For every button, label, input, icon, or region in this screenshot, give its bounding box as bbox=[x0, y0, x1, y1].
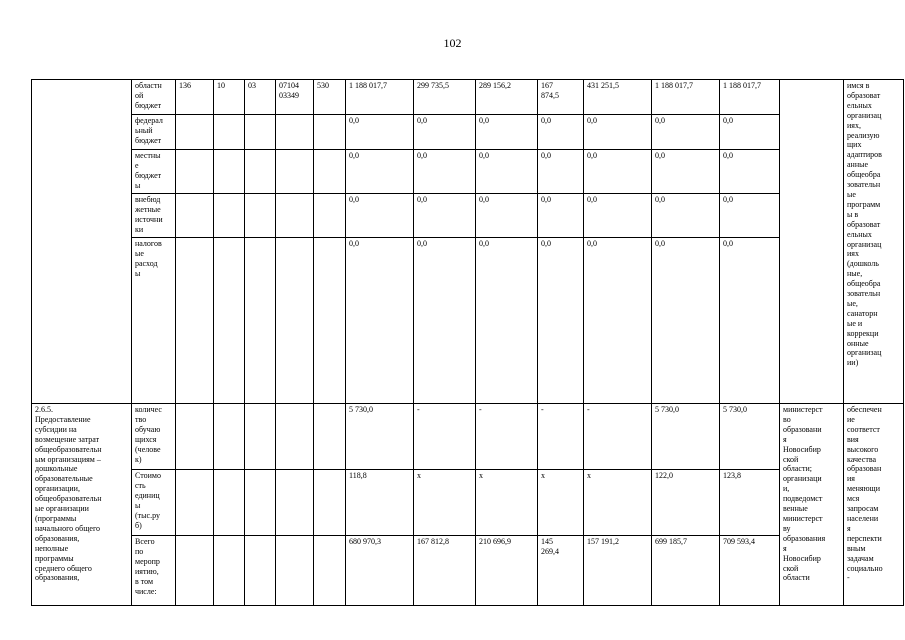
code-cell bbox=[245, 404, 276, 470]
value-cell: - bbox=[584, 404, 652, 470]
code-cell: 136 bbox=[176, 80, 214, 115]
code-cell bbox=[276, 536, 314, 606]
code-cell bbox=[176, 536, 214, 606]
code-cell bbox=[214, 536, 245, 606]
code-cell bbox=[314, 194, 346, 238]
value-cell: 699 185,7 bbox=[652, 536, 720, 606]
code-cell bbox=[245, 238, 276, 404]
code-cell bbox=[214, 150, 245, 194]
code-cell bbox=[214, 115, 245, 150]
funding-source-cell: федерал ьный бюджет bbox=[132, 115, 176, 150]
value-cell: 0,0 bbox=[346, 150, 414, 194]
table-row bbox=[32, 238, 904, 404]
funding-source-cell: налогов ые расход ы bbox=[132, 238, 176, 404]
code-cell bbox=[245, 194, 276, 238]
table-row bbox=[32, 80, 904, 115]
value-cell: 0,0 bbox=[652, 115, 720, 150]
value-cell: 167 812,8 bbox=[414, 536, 476, 606]
executor-cell: министерст во образовани я Новосибир ской области; организаци и, подведомст венные министерст ву образования я Новосибир ской области bbox=[780, 404, 844, 606]
expected-result-cell: обеспечен ие соответст вия высокого качества образован ия меняющи мся запросам населени я перспекти вным задачам социально - bbox=[844, 404, 904, 606]
code-cell bbox=[214, 404, 245, 470]
table-row bbox=[32, 150, 904, 194]
value-cell: 299 735,5 bbox=[414, 80, 476, 115]
code-cell: 10 bbox=[214, 80, 245, 115]
code-cell bbox=[276, 194, 314, 238]
value-cell: 157 191,2 bbox=[584, 536, 652, 606]
value-cell: 0,0 bbox=[538, 150, 584, 194]
code-cell bbox=[176, 115, 214, 150]
code-cell bbox=[176, 150, 214, 194]
value-cell: 0,0 bbox=[584, 238, 652, 404]
value-cell: 0,0 bbox=[414, 238, 476, 404]
value-cell: 0,0 bbox=[584, 150, 652, 194]
value-cell: 5 730,0 bbox=[720, 404, 780, 470]
table-row bbox=[32, 470, 904, 536]
value-cell: 431 251,5 bbox=[584, 80, 652, 115]
code-cell bbox=[214, 238, 245, 404]
value-cell: 123,8 bbox=[720, 470, 780, 536]
value-cell: x bbox=[584, 470, 652, 536]
value-cell: 0,0 bbox=[538, 238, 584, 404]
value-cell: - bbox=[476, 404, 538, 470]
block-one-result-cell: имся в образоват ельных организац иях, реализую щих адаптиров анные общеобра зовательн ые программ ы в образоват ельных организац иях (дошколь ные, общеобра зовательн ые, санаторн ые и коррекци онные организац ии) bbox=[844, 80, 904, 404]
funding-source-cell: Стоимо сть единиц ы (тыс.ру б) bbox=[132, 470, 176, 536]
value-cell: 0,0 bbox=[414, 194, 476, 238]
value-cell: 709 593,4 bbox=[720, 536, 780, 606]
value-cell: 0,0 bbox=[476, 238, 538, 404]
value-cell: 5 730,0 bbox=[652, 404, 720, 470]
code-cell: 03 bbox=[245, 80, 276, 115]
value-cell: 0,0 bbox=[652, 238, 720, 404]
value-cell: 0,0 bbox=[414, 115, 476, 150]
value-cell: 0,0 bbox=[720, 150, 780, 194]
event-name-cell: 2.6.5. Предоставление субсидии на возмещение затрат общеобразовательн ым организациям – дошкольные образовательные организации, общеобразовательн ые организации (программы начального общего образования, неполные программы среднего общего образования, bbox=[32, 404, 132, 606]
value-cell: - bbox=[538, 404, 584, 470]
value-cell: 0,0 bbox=[476, 115, 538, 150]
value-cell: 118,8 bbox=[346, 470, 414, 536]
value-cell: 0,0 bbox=[346, 194, 414, 238]
value-cell: 0,0 bbox=[476, 150, 538, 194]
code-cell bbox=[214, 470, 245, 536]
value-cell: 0,0 bbox=[538, 194, 584, 238]
page-number: 102 bbox=[443, 36, 462, 50]
funding-source-cell: количес тво обучаю щихся (челове к) bbox=[132, 404, 176, 470]
document-table bbox=[31, 79, 904, 606]
code-cell bbox=[314, 404, 346, 470]
code-cell bbox=[314, 150, 346, 194]
value-cell: 1 188 017,7 bbox=[346, 80, 414, 115]
block-one-name-cell bbox=[32, 80, 132, 404]
funding-source-cell: Всего по меропр иятию, в том числе: bbox=[132, 536, 176, 606]
value-cell: 5 730,0 bbox=[346, 404, 414, 470]
value-cell: 0,0 bbox=[584, 115, 652, 150]
code-cell bbox=[176, 238, 214, 404]
code-cell bbox=[245, 150, 276, 194]
code-cell bbox=[245, 536, 276, 606]
code-cell bbox=[176, 194, 214, 238]
code-cell bbox=[314, 470, 346, 536]
value-cell: 167 874,5 bbox=[538, 80, 584, 115]
code-cell: 07104 03349 bbox=[276, 80, 314, 115]
code-cell bbox=[176, 470, 214, 536]
value-cell: 0,0 bbox=[652, 150, 720, 194]
value-cell: 680 970,3 bbox=[346, 536, 414, 606]
value-cell: 0,0 bbox=[414, 150, 476, 194]
value-cell: 1 188 017,7 bbox=[652, 80, 720, 115]
value-cell: x bbox=[414, 470, 476, 536]
value-cell: 1 188 017,7 bbox=[720, 80, 780, 115]
value-cell: 0,0 bbox=[476, 194, 538, 238]
value-cell: 0,0 bbox=[538, 115, 584, 150]
code-cell bbox=[314, 536, 346, 606]
code-cell bbox=[176, 404, 214, 470]
funding-source-cell: областн ой бюджет bbox=[132, 80, 176, 115]
table-row bbox=[32, 536, 904, 606]
code-cell bbox=[276, 115, 314, 150]
value-cell: 0,0 bbox=[720, 238, 780, 404]
code-cell bbox=[245, 115, 276, 150]
block-one-executor-cell bbox=[780, 80, 844, 404]
value-cell: 0,0 bbox=[720, 115, 780, 150]
code-cell bbox=[276, 404, 314, 470]
value-cell: 210 696,9 bbox=[476, 536, 538, 606]
code-cell bbox=[314, 238, 346, 404]
funding-source-cell: местны е бюджет ы bbox=[132, 150, 176, 194]
code-cell bbox=[276, 470, 314, 536]
code-cell bbox=[245, 470, 276, 536]
code-cell: 530 bbox=[314, 80, 346, 115]
value-cell: 0,0 bbox=[584, 194, 652, 238]
value-cell: 0,0 bbox=[720, 194, 780, 238]
funding-source-cell: внебюд жетные источни ки bbox=[132, 194, 176, 238]
code-cell bbox=[276, 238, 314, 404]
value-cell: - bbox=[414, 404, 476, 470]
code-cell bbox=[214, 194, 245, 238]
code-cell bbox=[314, 115, 346, 150]
table-row bbox=[32, 194, 904, 238]
value-cell: x bbox=[476, 470, 538, 536]
table-row bbox=[32, 115, 904, 150]
value-cell: 0,0 bbox=[652, 194, 720, 238]
code-cell bbox=[276, 150, 314, 194]
value-cell: x bbox=[538, 470, 584, 536]
table-row bbox=[32, 404, 904, 470]
value-cell: 289 156,2 bbox=[476, 80, 538, 115]
value-cell: 0,0 bbox=[346, 115, 414, 150]
value-cell: 122,0 bbox=[652, 470, 720, 536]
value-cell: 0,0 bbox=[346, 238, 414, 404]
value-cell: 145 269,4 bbox=[538, 536, 584, 606]
